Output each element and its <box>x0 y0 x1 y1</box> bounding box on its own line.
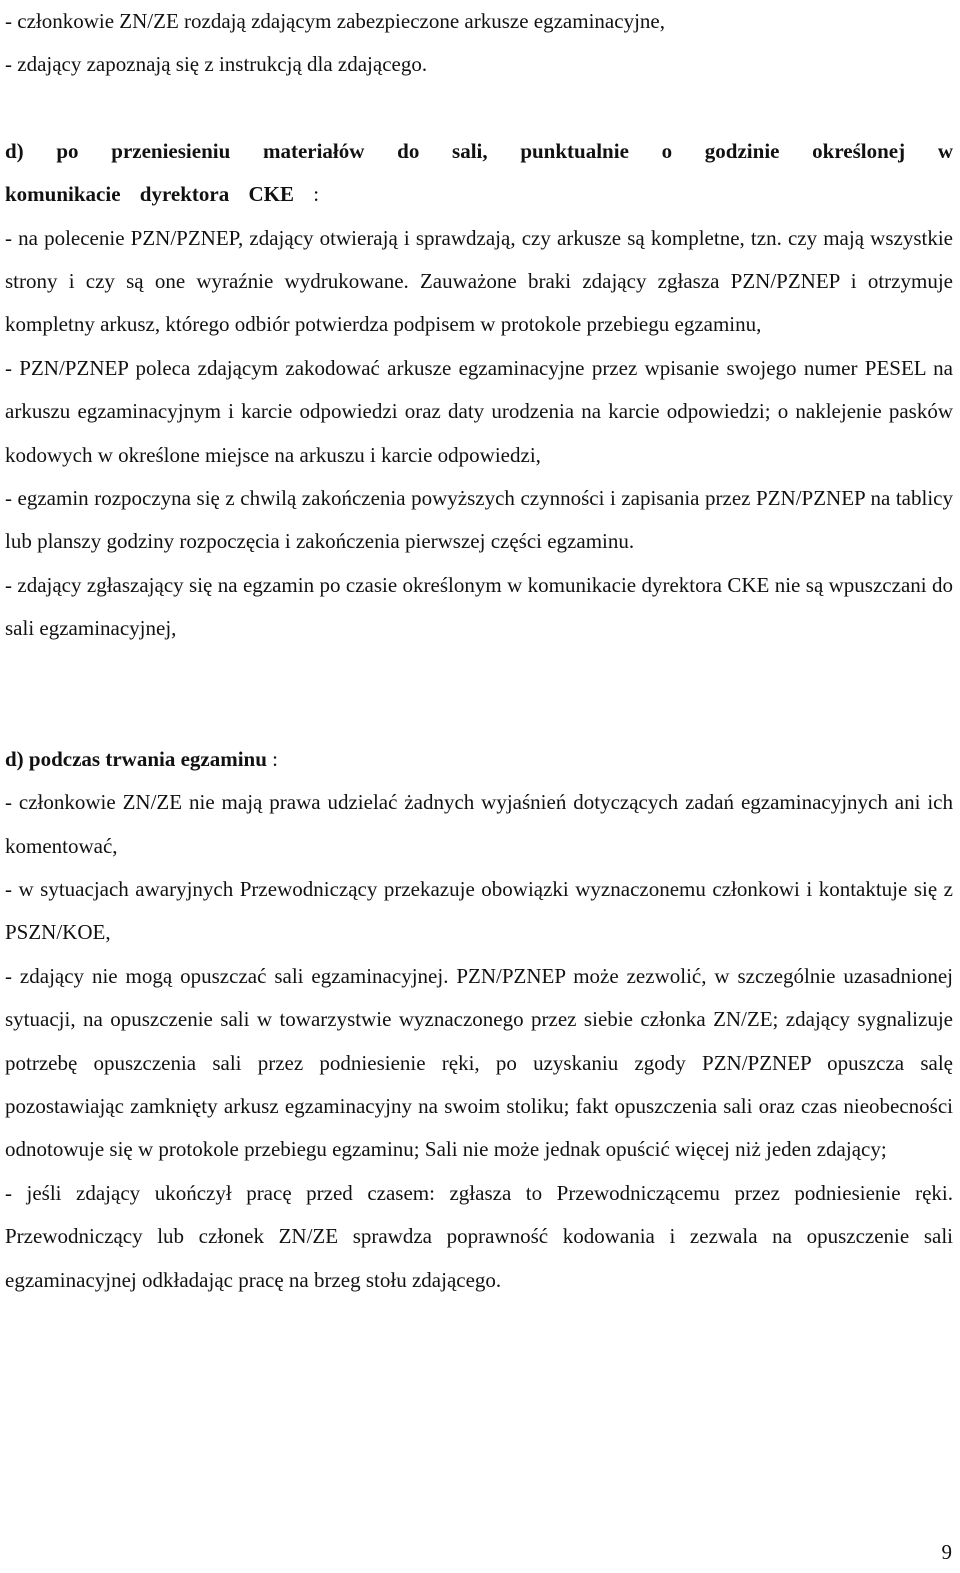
list-item: - jeśli zdający ukończył pracę przed czasem: zgłasza to Przewodniczącemu przez podniesienie ręki. Przewodniczący lub członek ZN/ZE sprawdza poprawność kodowania i zezwala na opuszczenie sali egzaminacyjnej odkładając pracę na brzeg stołu zdającego. <box>5 1180 953 1292</box>
page-number: 9 <box>941 1540 952 1564</box>
list-item: - egzamin rozpoczyna się z chwilą zakończenia powyższych czynności i zapisania przez PZN/PZNEP na tablicy lub planszy godziny rozpoczęcia i zakończenia pierwszej części egzaminu. <box>5 486 953 554</box>
spacer <box>5 87 953 130</box>
section-heading-bold: d) po przeniesieniu materiałów do sali, punktualnie o godzinie określonej w komunikacie dyrektora CKE <box>5 138 953 207</box>
section-heading-colon: : <box>266 746 279 771</box>
list-item: - na polecenie PZN/PZNEP, zdający otwierają i sprawdzają, czy arkusze są kompletne, tzn. czy mają wszystkie strony i czy są one wyraźnie wydrukowane. Zauważone braki zdający zgłasza PZN/PZNEP i otrzymuje kompletny arkusz, którego odbiór potwierdza podpisem w protokole przebiegu egzaminu, <box>5 225 953 337</box>
list-item: - PZN/PZNEP poleca zdającym zakodować arkusze egzaminacyjne przez wpisanie swojego numer PESEL na arkuszu egzaminacyjnym i karcie odpowiedzi oraz daty urodzenia na karcie odpowiedzi; o naklejenie pasków kodowych w określone miejsce na arkuszu i karcie odpowiedzi, <box>5 355 953 467</box>
list-item: - zdający zapoznają się z instrukcją dla zdającego. <box>5 52 428 77</box>
list-item: - członkowie ZN/ZE rozdają zdającym zabezpieczone arkusze egzaminacyjne, <box>5 9 665 33</box>
list-item: - zdający zgłaszający się na egzamin po czasie określonym w komunikacie dyrektora CKE nie są wpuszczani do sali egzaminacyjnej, <box>5 572 953 641</box>
section-heading-during-exam <box>5 738 953 781</box>
section-heading-colon: : <box>293 182 320 207</box>
list-item: - w sytuacjach awaryjnych Przewodniczący przekazuje obowiązki wyznaczonemu członkowi i kontaktuje się z PSZN/KOE, <box>5 876 953 945</box>
document-page <box>5 0 953 1302</box>
list-item: - członkowie ZN/ZE nie mają prawa udzielać żadnych wyjaśnień dotyczących zadań egzaminacyjnych ani ich komentować, <box>5 790 953 858</box>
section-heading-bold: d) podczas trwania egzaminu <box>5 746 267 771</box>
section-heading-before-exam <box>5 130 953 217</box>
spacer <box>5 651 953 738</box>
list-item: - zdający nie mogą opuszczać sali egzaminacyjnej. PZN/PZNEP może zezwolić, w szczególnie uzasadnionej sytuacji, na opuszczenie sali w towarzystwie wyznaczonego przez siebie członka ZN/ZE; zdający sygnalizuje potrzebę opuszczenia sali przez podniesienie ręki, po uzyskaniu zgody PZN/PZNEP opuszcza salę pozostawiając zamknięty arkusz egzaminacyjny na swoim stoliku; fakt opuszczenia sali oraz czas nieobecności odnotowuje się w protokole przebiegu egzaminu; Sali nie może jednak opuścić więcej niż jeden zdający; <box>5 963 953 1162</box>
